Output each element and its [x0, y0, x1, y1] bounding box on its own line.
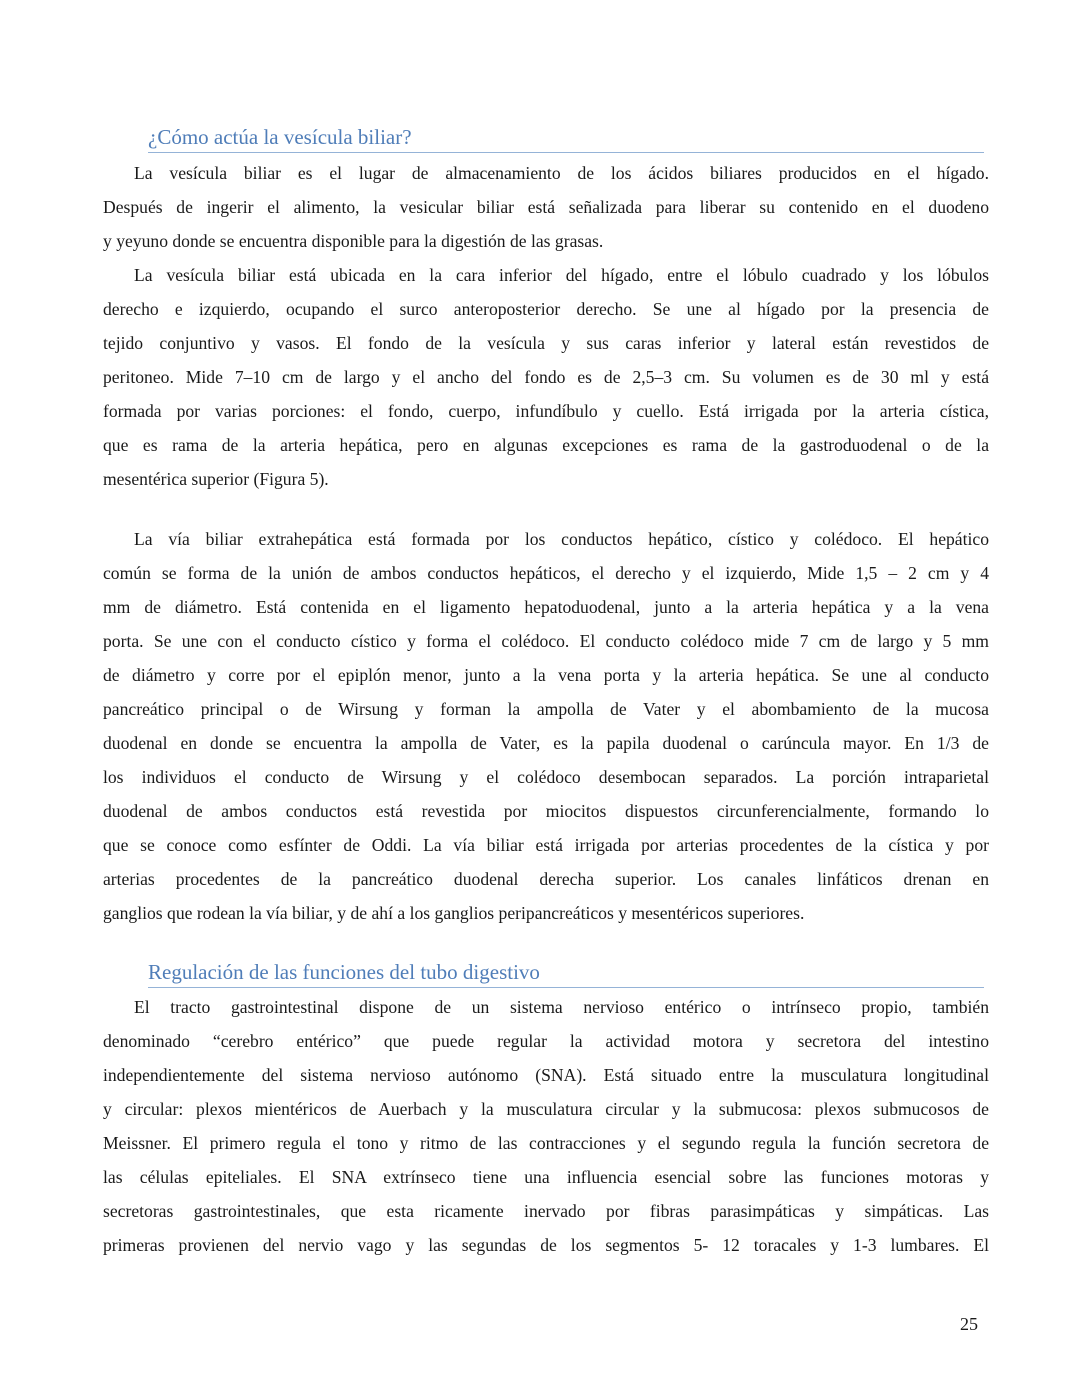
- text-line: arterias procedentes de la pancreático duodenal derecha superior. Los canales linfáticos drenan en: [103, 869, 989, 889]
- text-line: y yeyuno donde se encuentra disponible para la digestión de las grasas.: [103, 231, 604, 251]
- text-line: La vesícula biliar es el lugar de almacenamiento de los ácidos biliares producidos en el hígado.: [134, 163, 989, 183]
- text-line: Meissner. El primero regula el tono y ritmo de las contracciones y el segundo regula la función secretora de: [103, 1133, 989, 1153]
- section-heading-vesicula: ¿Cómo actúa la vesícula biliar?: [148, 124, 984, 153]
- text-line: La vía biliar extrahepática está formada por los conductos hepático, cístico y colédoco. El hepático: [134, 529, 989, 549]
- text-line: porta. Se une con el conducto cístico y forma el colédoco. El conducto colédoco mide 7 cm de largo y 5 mm: [103, 631, 989, 651]
- text-line: peritoneo. Mide 7–10 cm de largo y el ancho del fondo es de 2,5–3 cm. Su volumen es de 30 ml y está: [103, 367, 989, 387]
- text-line: denominado “cerebro entérico” que puede regular la actividad motora y secretora del intestino: [103, 1031, 989, 1051]
- text-line: formada por varias porciones: el fondo, cuerpo, infundíbulo y cuello. Está irrigada por la arteria cística,: [103, 401, 989, 421]
- text-line: derecho e izquierdo, ocupando el surco anteroposterior derecho. Se une al hígado por la presencia de: [103, 299, 989, 319]
- paragraph-4: [103, 990, 989, 1262]
- text-line: ganglios que rodean la vía biliar, y de ahí a los ganglios peripancreáticos y mesentéricos superiores.: [103, 903, 805, 923]
- text-line: común se forma de la unión de ambos conductos hepáticos, el derecho y el izquierdo, Mide 1,5 – 2 cm y 4: [103, 563, 989, 583]
- text-line: mm de diámetro. Está contenida en el ligamento hepatoduodenal, junto a la arteria hepática y a la vena: [103, 597, 989, 617]
- text-line: los individuos el conducto de Wirsung y el colédoco desembocan separados. La porción intraparietal: [103, 767, 989, 787]
- text-line: de diámetro y corre por el epiplón menor, junto a la vena porta y la arteria hepática. Se une al conducto: [103, 665, 989, 685]
- text-line: El tracto gastrointestinal dispone de un sistema nervioso entérico o intrínseco propio, también: [134, 997, 989, 1017]
- paragraph-1: [103, 156, 989, 258]
- text-line: que se conoce como esfínter de Oddi. La vía biliar está irrigada por arterias procedentes de la cística y por: [103, 835, 989, 855]
- text-line: las células epiteliales. El SNA extrínseco tiene una influencia esencial sobre las funciones motoras y: [103, 1167, 989, 1187]
- text-line: tejido conjuntivo y vasos. El fondo de la vesícula y sus caras inferior y lateral están revestidos de: [103, 333, 989, 353]
- text-line: mesentérica superior (Figura 5).: [103, 469, 329, 489]
- paragraph-3: [103, 522, 989, 930]
- text-line: secretoras gastrointestinales, que esta ricamente inervado por fibras parasimpáticas y simpáticas. Las: [103, 1201, 989, 1221]
- text-line: duodenal en donde se encuentra la ampolla de Vater, es la papila duodenal o carúncula mayor. En 1/3 de: [103, 733, 989, 753]
- text-line: pancreático principal o de Wirsung y forman la ampolla de Vater y el abombamiento de la mucosa: [103, 699, 989, 719]
- text-line: y circular: plexos mientéricos de Auerbach y la musculatura circular y la submucosa: plexos submucosos de: [103, 1099, 989, 1119]
- text-line: Después de ingerir el alimento, la vesicular biliar está señalizada para liberar su contenido en el duodeno: [103, 197, 989, 217]
- text-line: independientemente del sistema nervioso autónomo (SNA). Está situado entre la musculatura longitudinal: [103, 1065, 989, 1085]
- text-line: duodenal de ambos conductos está revestida por miocitos dispuestos circunferencialmente, formando lo: [103, 801, 989, 821]
- text-line: La vesícula biliar está ubicada en la cara inferior del hígado, entre el lóbulo cuadrado y los lóbulos: [134, 265, 989, 285]
- text-line: que es rama de la arteria hepática, pero en algunas excepciones es rama de la gastroduodenal o de la: [103, 435, 989, 455]
- page-number: 25: [960, 1314, 978, 1334]
- section-heading-regulacion: Regulación de las funciones del tubo digestivo: [148, 959, 984, 988]
- paragraph-2: [103, 258, 989, 496]
- text-line: primeras provienen del nervio vago y las segundas de los segmentos 5- 12 toracales y 1-3 lumbares. El: [103, 1235, 989, 1255]
